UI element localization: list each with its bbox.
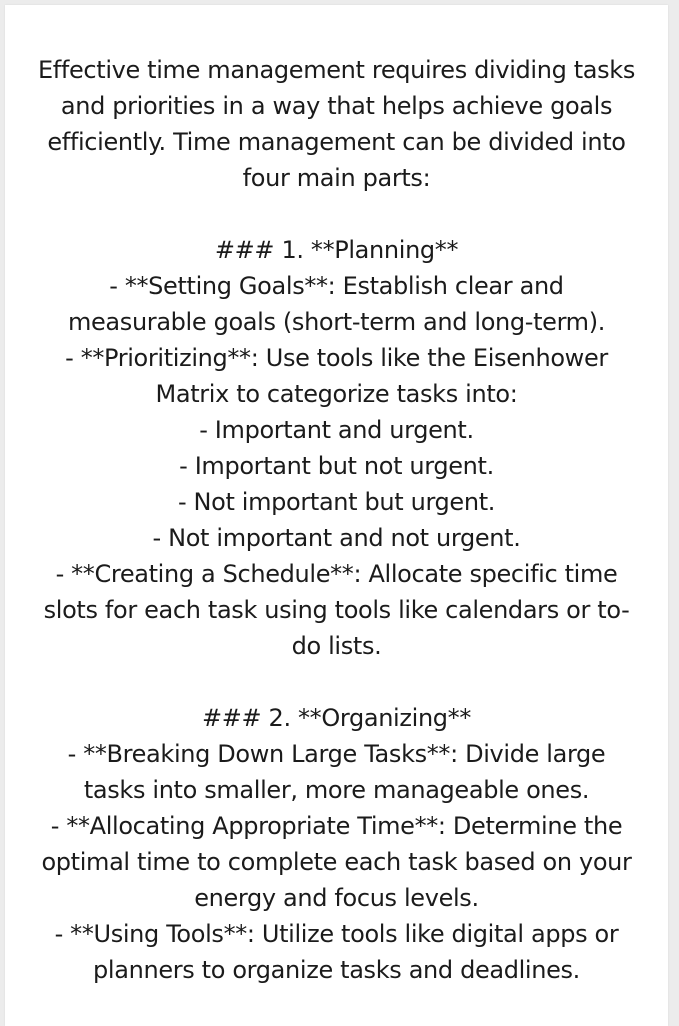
document-text (5, 52, 668, 988)
section-line: - **Setting Goals**: Establish clear and (109, 272, 564, 300)
intro-line: efficiently. Time management can be divided into (47, 128, 626, 156)
section-line: planners to organize tasks and deadlines. (93, 956, 580, 984)
section-line: - **Allocating Appropriate Time**: Determine the (50, 812, 623, 840)
section-line: - Important and urgent. (199, 416, 474, 444)
section-heading: ### 2. **Organizing** (201, 704, 471, 732)
paragraph-gap (5, 664, 668, 700)
document-card (5, 5, 668, 1026)
section-heading: ### 1. **Planning** (214, 236, 459, 264)
section-line: do lists. (291, 632, 382, 660)
section-line: - **Breaking Down Large Tasks**: Divide large (67, 740, 606, 768)
section-line: - Important but not urgent. (179, 452, 494, 480)
intro-line: four main parts: (242, 164, 431, 192)
section-line: measurable goals (short-term and long-term). (67, 308, 606, 336)
intro-line: Effective time management requires dividing tasks (37, 56, 636, 84)
section-line: slots for each task using tools like calendars or to- (43, 596, 630, 624)
section-line: - Not important and not urgent. (152, 524, 521, 552)
paragraph-gap (5, 196, 668, 232)
section-line: - Not important but urgent. (177, 488, 496, 516)
section-line: Matrix to categorize tasks into: (155, 380, 518, 408)
section-line: - **Creating a Schedule**: Allocate specific time (55, 560, 618, 588)
section-line: optimal time to complete each task based on your (41, 848, 632, 876)
section-line: tasks into smaller, more manageable ones. (83, 776, 590, 804)
intro-line: and priorities in a way that helps achieve goals (60, 92, 613, 120)
section-line: energy and focus levels. (194, 884, 479, 912)
section-line: - **Using Tools**: Utilize tools like digital apps or (54, 920, 619, 948)
section-line: - **Prioritizing**: Use tools like the Eisenhower (65, 344, 608, 372)
